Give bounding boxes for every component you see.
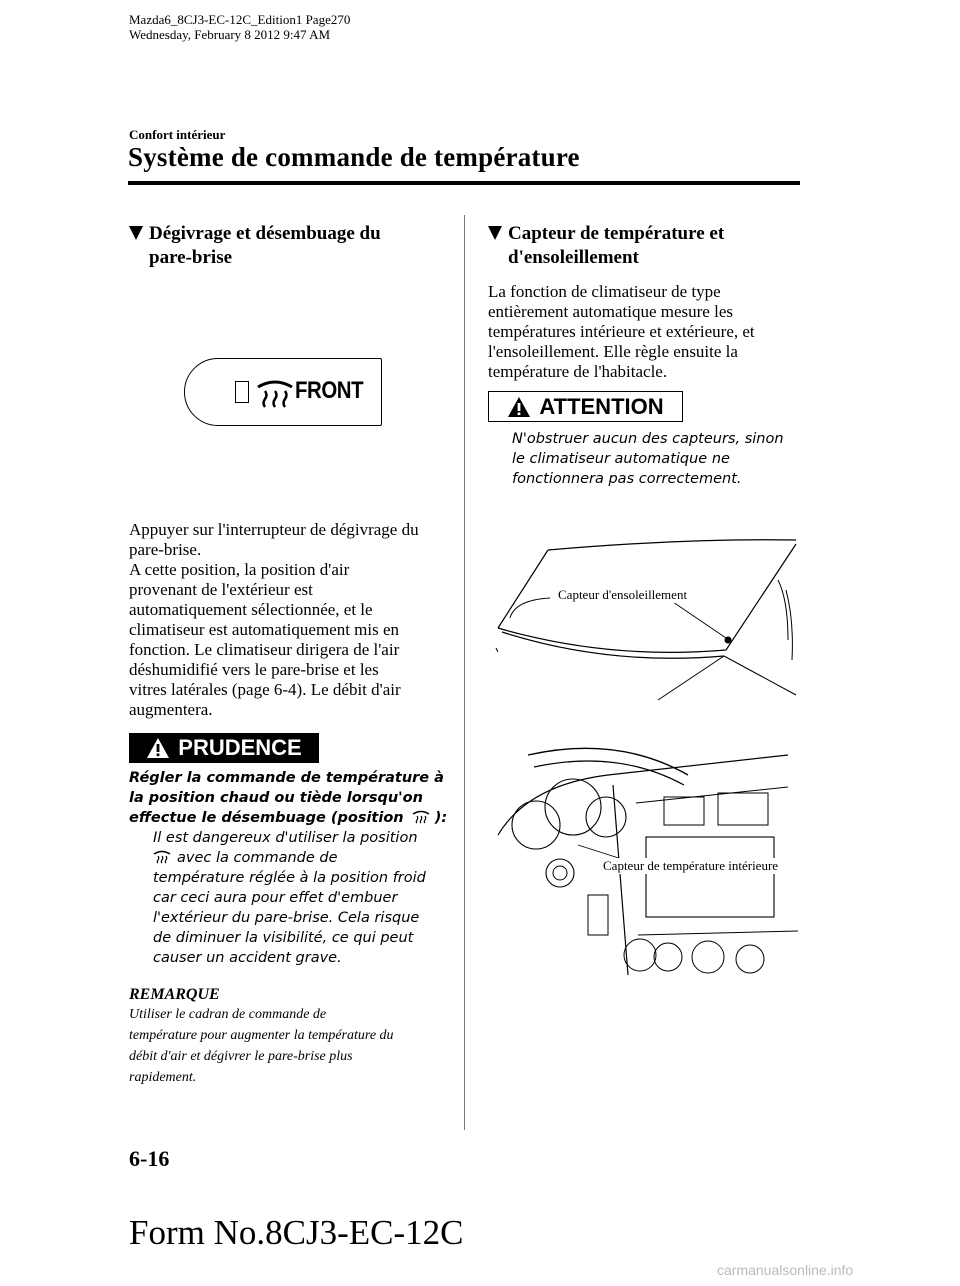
body-line: températures intérieure et extérieure, et (488, 322, 755, 341)
remarque-block (129, 986, 449, 1088)
windshield-sensor-figure (488, 530, 800, 710)
caution-line: causer un accident grave. (153, 950, 342, 966)
form-number: Form No.8CJ3-EC-12C (129, 1213, 464, 1252)
windshield-defroster-icon (153, 848, 171, 864)
caution-line: température réglée à la position froid (153, 870, 426, 886)
body-line: provenant de l'extérieur est (129, 580, 313, 599)
caution-line: Il est dangereux d'utiliser la position (153, 830, 418, 846)
attention-line: fonctionnera pas correctement. (512, 471, 742, 487)
heading-sensors-line2: d'ensoleillement (508, 247, 639, 268)
body-line: La fonction de climatiseur de type (488, 282, 721, 301)
remarque-line: débit d'air et dégivrer le pare-brise plus (129, 1049, 353, 1064)
remarque-title: REMARQUE (129, 986, 220, 1003)
caution-bold-line-text: effectue le désembuage (position (129, 810, 404, 826)
body-line: fonction. Le climatiseur dirigera de l'air (129, 640, 400, 659)
body-line: déshumidifié vers le pare-brise et les (129, 660, 379, 679)
caution-line-text: avec la commande de (177, 850, 338, 866)
caution-line: car ceci aura pour effet d'embuer (153, 890, 398, 906)
print-metadata (129, 12, 350, 42)
windshield-line-drawing (488, 530, 800, 710)
prudence-banner (129, 733, 319, 763)
attention-label: ATTENTION (539, 393, 664, 419)
caution-detail (129, 828, 449, 968)
body-line: automatiquement sélectionnée, et le (129, 600, 373, 619)
sunlight-sensor-label: Capteur d'ensoleillement (558, 587, 688, 602)
remarque-line: rapidement. (129, 1070, 197, 1085)
body-line: température de l'habitacle. (488, 362, 668, 381)
remarque-line: Utiliser le cadran de commande de (129, 1007, 327, 1022)
print-meta-line1: Mazda6_8CJ3-EC-12C_Edition1 Page270 (129, 12, 351, 27)
attention-content (512, 429, 812, 489)
body-line: A cette position, la position d'air (129, 560, 350, 579)
warning-triangle-icon (146, 737, 170, 759)
caution-line: l'extérieur du pare-brise. Cela risque (153, 910, 420, 926)
body-line: entièrement automatique mesure les (488, 302, 733, 321)
prudence-label: PRUDENCE (178, 735, 302, 760)
page-title: Système de commande de température (128, 142, 580, 172)
triangle-bullet-icon (488, 226, 502, 240)
body-line: climatiseur est automatiquement mis en (129, 620, 400, 639)
attention-banner (488, 391, 683, 422)
windshield-defroster-icon (255, 373, 295, 411)
interior-temp-sensor-label: Capteur de température intérieure (603, 858, 779, 873)
caution-line (153, 848, 449, 868)
attention-line: N'obstruer aucun des capteurs, sinon (512, 431, 784, 447)
left-body (129, 520, 444, 720)
caution-bold-line (129, 808, 449, 828)
front-defroster-switch (184, 358, 382, 426)
heading-defrost-line2: pare-brise (149, 247, 233, 268)
caution-line: de diminuer la visibilité, ce qui peut (153, 930, 414, 946)
caution-bold-line: la position chaud ou tiède lorsqu'on (129, 790, 423, 806)
front-label: FRONT (295, 377, 364, 404)
heading-sensors-line1: Capteur de température et (508, 223, 725, 244)
body-line: l'ensoleillement. Elle règle ensuite la (488, 342, 738, 361)
right-column (488, 222, 800, 382)
windshield-defroster-icon (412, 808, 430, 824)
watermark: carmanualsonline.info (717, 1262, 854, 1278)
indicator-lamp-icon (235, 381, 249, 403)
remarque-line: température pour augmenter la température du (129, 1028, 394, 1043)
heading-defrost-line1: Dégivrage et désembuage du (149, 223, 381, 244)
heading-sensors (488, 222, 800, 270)
section-name: Confort intérieur (129, 127, 226, 142)
heading-defrost (129, 222, 444, 270)
prudence-content (129, 768, 449, 968)
body-line: vitres latérales (page 6-4). Le débit d'air (129, 680, 401, 699)
title-rule (128, 181, 800, 185)
body-line: pare-brise. (129, 540, 202, 559)
page-number: 6-16 (129, 1146, 170, 1171)
triangle-bullet-icon (129, 226, 143, 240)
body-line: Appuyer sur l'interrupteur de dégivrage du (129, 520, 419, 539)
left-column (129, 222, 444, 270)
dashboard-sensor-figure (488, 745, 800, 980)
attention-line: le climatiseur automatique ne (512, 451, 730, 467)
right-body (488, 282, 800, 382)
caution-bold-line: Régler la commande de température à (129, 770, 444, 786)
column-divider (464, 215, 465, 1130)
body-line: augmentera. (129, 700, 213, 719)
caution-bold-line-end: ): (434, 810, 448, 826)
print-meta-line2: Wednesday, February 8 2012 9:47 AM (129, 27, 331, 42)
warning-triangle-icon (507, 396, 531, 418)
